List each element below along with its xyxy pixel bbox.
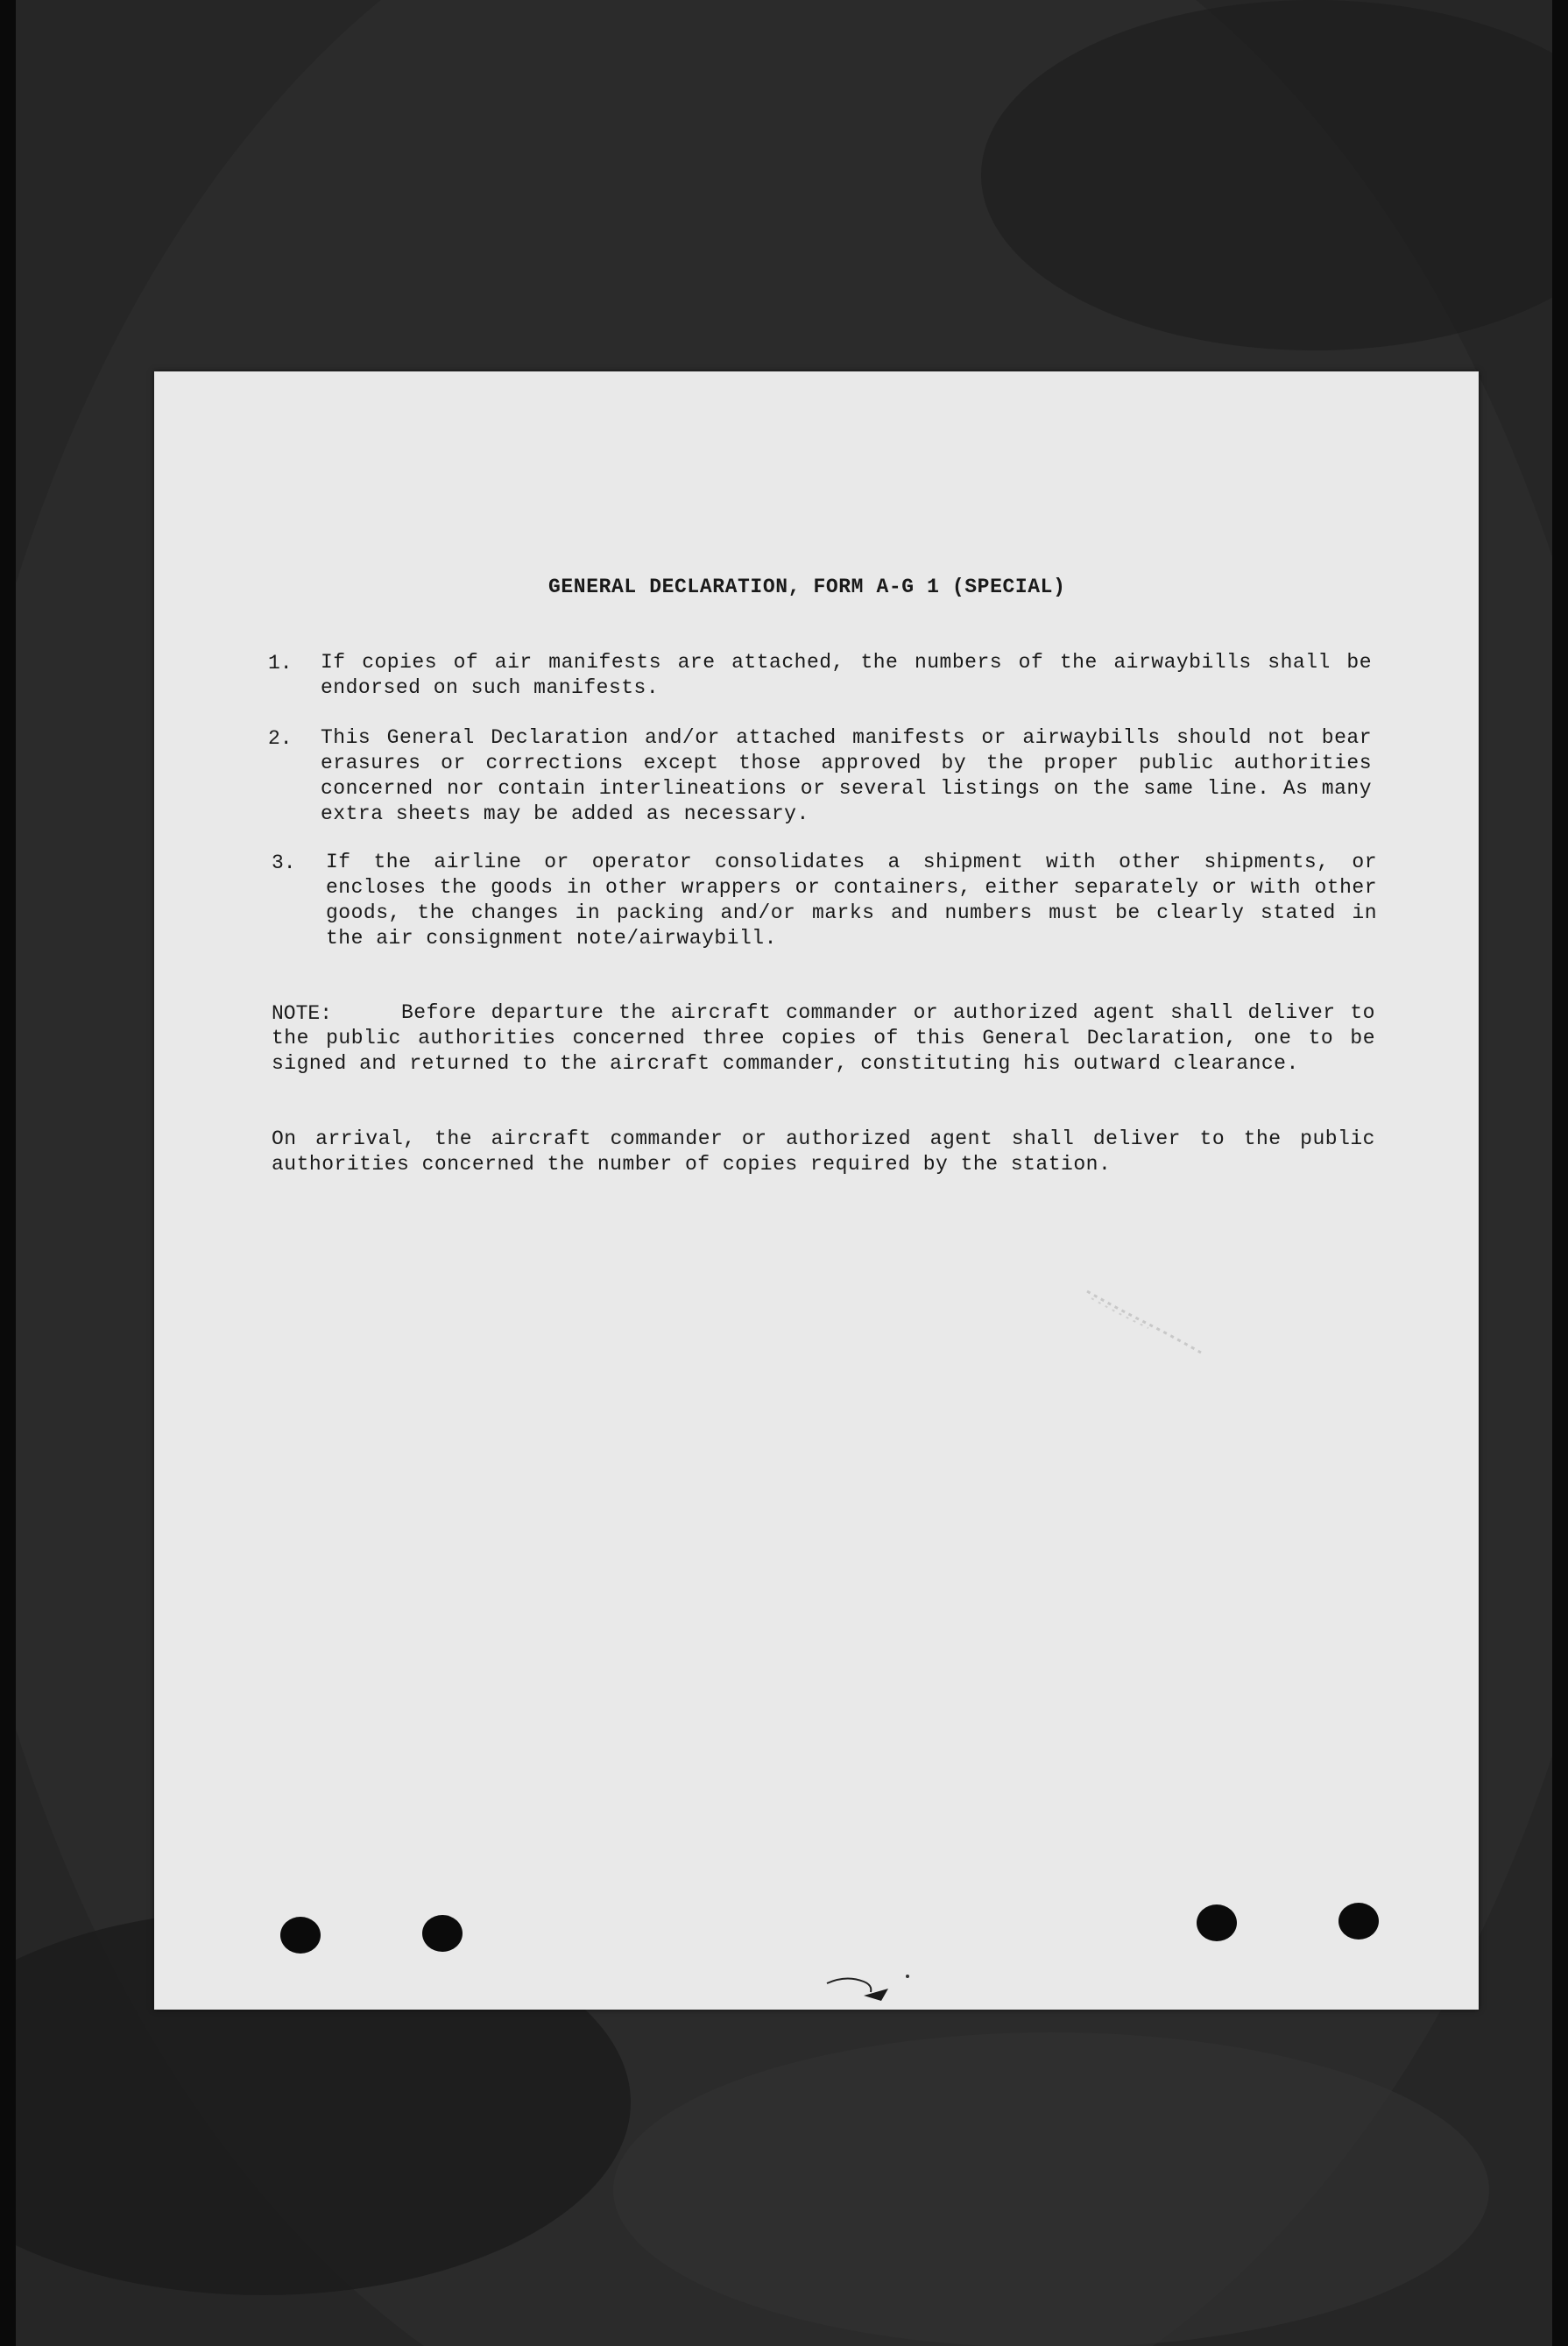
note-label: NOTE: (272, 1002, 333, 1025)
item-text: If the airline or operator consolidates a shipment with other shipments, or encloses the goods in other wrappers or containers, either separately or with other goods, the changes in packing and/or marks and numbers must be clearly stated in the air consignment note/airwaybill. (326, 851, 1377, 950)
item-text: This General Declaration and/or attached manifests or airwaybills should not bear erasures or corrections except those approved by the proper public authorities concerned nor contain interlineations or several listings on the same line. As many extra sheets may be added as necessary. (321, 726, 1372, 825)
punch-hole (280, 1917, 321, 1954)
item-number: 3. (272, 851, 296, 874)
punch-hole (1197, 1904, 1237, 1941)
smudge-mark (1083, 1283, 1205, 1361)
scribble-mark (820, 1966, 916, 2010)
punch-hole (1338, 1903, 1379, 1940)
item-number: 2. (268, 727, 293, 750)
punch-hole (422, 1915, 463, 1952)
item-text: If copies of air manifests are attached, the numbers of the airwaybills shall be endorsed on such manifests. (321, 651, 1372, 699)
document-title: GENERAL DECLARATION, FORM A-G 1 (SPECIAL) (548, 576, 1066, 598)
item-number: 1. (268, 652, 293, 675)
arrival-text: On arrival, the aircraft commander or authorized agent shall deliver to the public authorities concerned the number of copies required by the station. (272, 1127, 1375, 1176)
document-page (154, 371, 1479, 2010)
note-text: Before departure the aircraft commander or authorized agent shall deliver to the public authorities concerned three copies of this General Declaration, one to be signed and returned to the aircraft commander, constituting his outward clearance. (272, 1001, 1375, 1075)
